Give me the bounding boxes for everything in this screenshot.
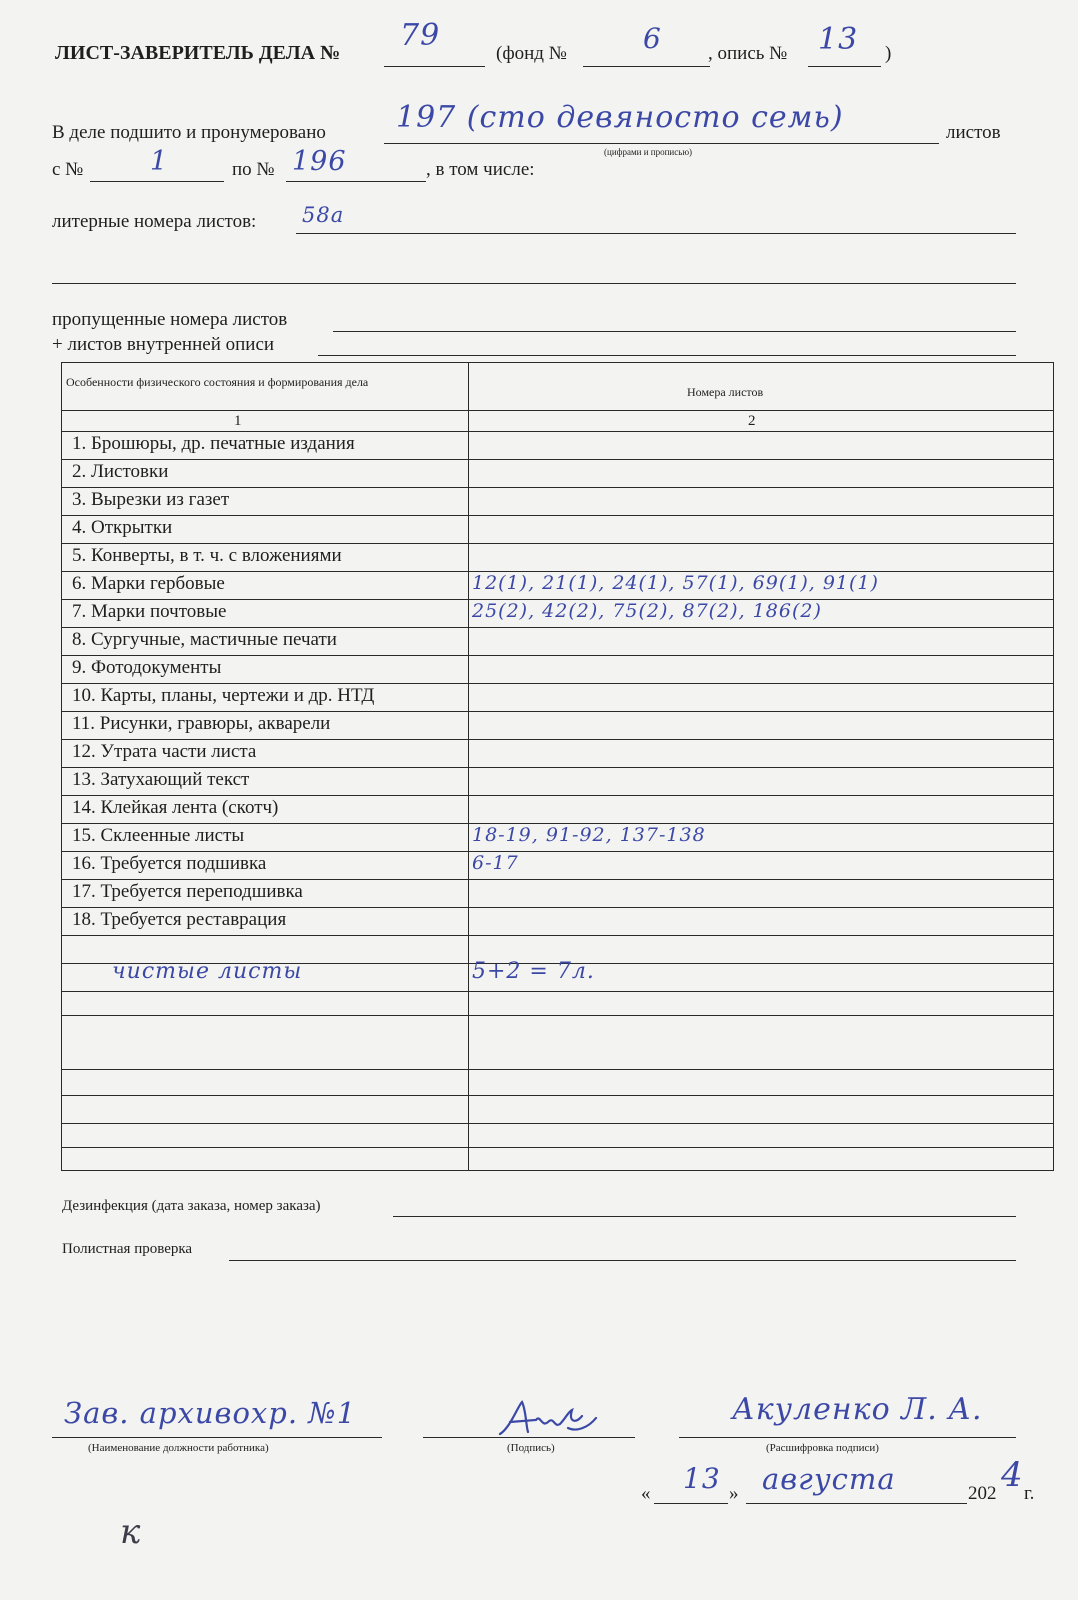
table-row-label: 14. Клейкая лента (скотч) (72, 797, 279, 818)
name-value: Акуленко Л. А. (732, 1392, 983, 1427)
count-tail: , в том числе: (426, 159, 535, 180)
check-label: Полистная проверка (62, 1241, 193, 1257)
table-row-label: 5. Конверты, в т. ч. с вложениями (72, 545, 342, 566)
sign-line (423, 1437, 635, 1438)
count-hint: (цифрами и прописью) (604, 147, 693, 157)
table-row-divider (62, 627, 1053, 628)
check-mark: к (120, 1512, 142, 1552)
col1-number: 1 (234, 413, 242, 429)
table-row-divider (62, 459, 1053, 460)
table-row-label: 6. Марки гербовые (72, 573, 225, 594)
count-prefix: В деле подшито и пронумеровано (52, 122, 326, 143)
from-label: с № (52, 159, 84, 180)
table-row-label: 9. Фотодокументы (72, 657, 222, 678)
extra-row-value: 5+2 = 7л. (472, 959, 595, 984)
to-line (286, 181, 426, 182)
position-line (52, 1437, 382, 1438)
literal-value: 58а (302, 203, 345, 227)
delo-no-line (384, 66, 485, 67)
table-row-divider (62, 907, 1053, 908)
table-row-divider (62, 487, 1053, 488)
date-close-quote: » (729, 1483, 739, 1504)
table-blank-row-divider (62, 991, 1053, 992)
missing-label: пропущенные номера листов (52, 309, 288, 330)
table-row-label: 12. Утрата части листа (72, 741, 257, 762)
table-row-value: 18-19, 91-92, 137-138 (472, 824, 706, 846)
table-row-label: 1. Брошюры, др. печатные издания (72, 433, 355, 454)
header-divider (62, 410, 1053, 411)
opis-label: , опись № (708, 43, 788, 64)
position-hint: (Наименование должности работника) (88, 1442, 269, 1454)
table-row-value: 25(2), 42(2), 75(2), 87(2), 186(2) (472, 600, 822, 622)
number-row-divider (62, 431, 1053, 432)
month-line (746, 1503, 967, 1504)
date-year-suffix: г. (1024, 1483, 1035, 1504)
table-row-divider (62, 795, 1053, 796)
table-row-label: 8. Сургучные, мастичные печати (72, 629, 337, 650)
table-row-divider (62, 655, 1053, 656)
table-blank-row-divider (62, 1123, 1053, 1124)
table-row-label: 2. Листовки (72, 461, 169, 482)
table-row-divider (62, 683, 1053, 684)
literal-line (296, 233, 1016, 234)
table-row-divider (62, 543, 1053, 544)
table-row-label: 3. Вырезки из газет (72, 489, 230, 510)
opis-no-line (808, 66, 881, 67)
table-row-divider (62, 739, 1053, 740)
count-suffix: листов (946, 122, 1001, 143)
table-row-label: 10. Карты, планы, чертежи и др. НТД (72, 685, 375, 706)
table-blank-row-divider (62, 1095, 1053, 1096)
name-line (679, 1437, 1016, 1438)
physical-state-table (61, 362, 1054, 1171)
col1-header: Особенности физического состояния и формирования дела (66, 375, 369, 389)
table-row-value: 12(1), 21(1), 24(1), 57(1), 69(1), 91(1) (472, 572, 879, 594)
date-year-digit: 4 (1001, 1455, 1024, 1495)
literal-line-2 (52, 283, 1016, 284)
table-blank-row-divider (62, 1147, 1053, 1148)
literal-label: литерные номера листов: (52, 211, 257, 232)
position-value: Зав. архивохр. №1 (64, 1396, 357, 1430)
col2-number: 2 (748, 413, 756, 429)
disinfection-line (393, 1216, 1016, 1217)
table-row-divider (62, 851, 1053, 852)
table-row-label: 4. Открытки (72, 517, 173, 538)
from-value: 1 (150, 146, 169, 177)
col2-header: Номера листов (687, 385, 764, 399)
table-row-label: 15. Склеенные листы (72, 825, 245, 846)
name-hint: (Расшифровка подписи) (766, 1442, 879, 1454)
sign-hint: (Подпись) (507, 1442, 555, 1454)
missing-line (333, 331, 1016, 332)
to-label: по № (232, 159, 275, 180)
inner-inventory-line (318, 355, 1016, 356)
table-row-divider (62, 879, 1053, 880)
table-row-divider (62, 767, 1053, 768)
table-row-label: 16. Требуется подшивка (72, 853, 267, 874)
header-close-paren: ) (885, 43, 892, 64)
fond-no-line (583, 66, 710, 67)
date-open-quote: « (641, 1483, 651, 1504)
date-year-prefix: 202 (968, 1483, 997, 1504)
date-day: 13 (683, 1462, 721, 1495)
to-value: 196 (292, 146, 347, 177)
opis-number: 13 (818, 22, 859, 57)
from-line (90, 181, 224, 182)
fond-label: (фонд № (496, 43, 567, 64)
inner-inventory-label: + листов внутренней описи (52, 334, 275, 355)
fond-number: 6 (643, 22, 662, 55)
extra-row-label: чистые листы (112, 959, 303, 984)
check-line (229, 1260, 1016, 1261)
table-row-label: 17. Требуется переподшивка (72, 881, 303, 902)
date-month: августа (762, 1462, 896, 1496)
table-row-divider (62, 935, 1053, 936)
table-row-label: 13. Затухающий текст (72, 769, 250, 790)
table-row-divider (62, 515, 1053, 516)
table-row-value: 6-17 (472, 852, 519, 874)
delo-number: 79 (400, 18, 441, 53)
count-value: 197 (сто девяносто семь) (396, 100, 844, 135)
table-row-label: 11. Рисунки, гравюры, акварели (72, 713, 331, 734)
form-title: ЛИСТ-ЗАВЕРИТЕЛЬ ДЕЛА № (55, 42, 341, 64)
table-row-label: 7. Марки почтовые (72, 601, 227, 622)
table-row-divider (62, 711, 1053, 712)
table-blank-row-divider (62, 1015, 1053, 1016)
day-line (654, 1503, 728, 1504)
disinfection-label: Дезинфекция (дата заказа, номер заказа) (62, 1198, 321, 1214)
table-row-label: 18. Требуется реставрация (72, 909, 287, 930)
count-line (384, 143, 939, 144)
table-blank-row-divider (62, 1069, 1053, 1070)
